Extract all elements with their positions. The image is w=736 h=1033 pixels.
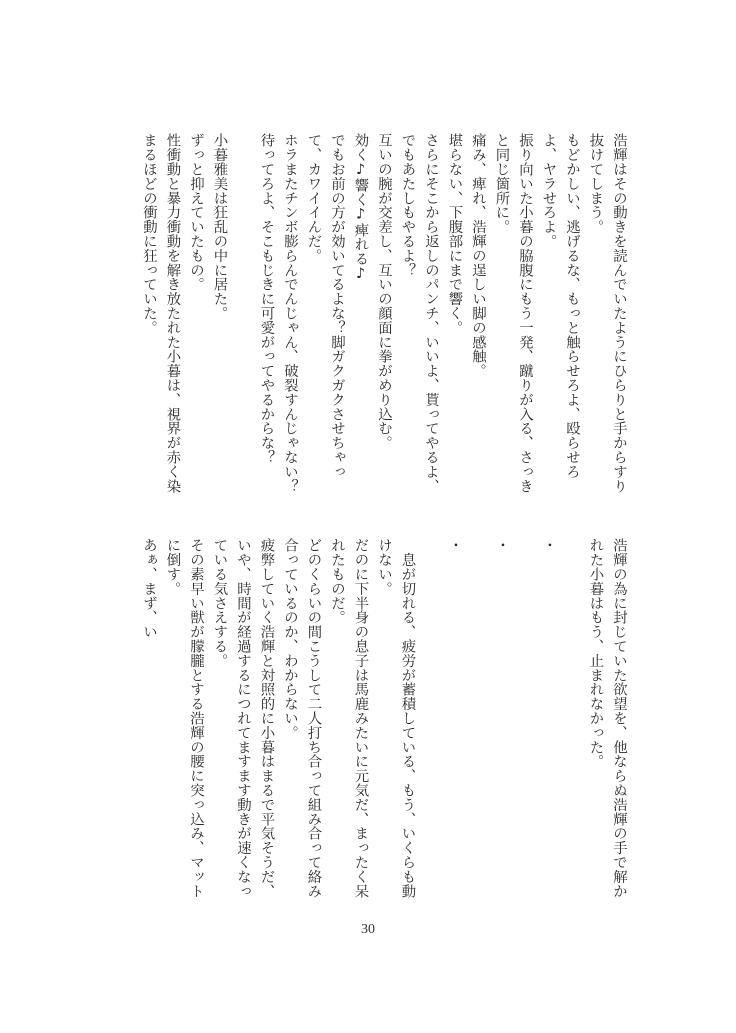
- text-line: まるほどの衝動に狂っていた。: [141, 133, 157, 335]
- text-line: [231, 133, 255, 513]
- text-line: 堪らない、下腹部にまで響く。: [446, 133, 463, 335]
- text-line: 合っているのか、わからない。: [282, 538, 298, 740]
- text-line: 待ってろよ、そこもじきに可愛がってやるからな？: [258, 133, 275, 465]
- text-line: 浩輝の為に封じていた欲望を、他ならぬ浩輝の手で解か: [611, 538, 627, 898]
- text-line: れたものだ。: [329, 538, 345, 625]
- text-line: いや、時間が経過するにつれてますます動きが速くなっ: [235, 538, 251, 898]
- text-block-bottom: [136, 538, 630, 918]
- text-line: ・: [446, 538, 463, 553]
- text-line: 疲弊していく浩輝と対照的に小暮はまるで平気そうだ、: [258, 538, 275, 898]
- text-line: あぁ、まず、い: [141, 538, 157, 639]
- text-line: でもお前の方が効いてるよな？脚ガクガクさせちゃっ: [329, 133, 345, 479]
- text-line: 効く♪響く♪痺れる♪: [352, 133, 369, 282]
- text-line: ずっと抑えていたもの。: [188, 133, 204, 292]
- text-line: よ、ヤラせろよ。: [540, 133, 557, 249]
- text-line: [560, 538, 584, 918]
- text-line: 振り向いた小暮の脇腹にもう一発、蹴りが入る、さっき: [517, 133, 533, 493]
- text-line: 性衝動と暴力衝動を解き放たれた小暮は、視界が赤く染: [164, 133, 181, 493]
- text-line: でもあたしもやるよ？: [399, 133, 416, 277]
- text-line: さらにそこから返しのパンチ、いいよ、貰ってやるよ、: [423, 133, 439, 493]
- text-line: [466, 538, 490, 918]
- text-line: ホラまたチンボ膨らんでんじゃん、破裂すんじゃない？: [282, 133, 298, 493]
- text-line: と同じ箇所に。: [493, 133, 510, 234]
- text-line: 小暮雅美は狂乱の中に居た。: [211, 133, 228, 321]
- text-line: ている気さえする。: [211, 538, 228, 668]
- text-line: て、カワイイんだ。: [305, 133, 322, 263]
- text-line: けない。: [376, 538, 392, 596]
- text-line: [513, 538, 537, 918]
- text-line: 浩輝はその動きを読んでいたようにひらりと手からすり: [611, 133, 627, 493]
- text-line: どのくらいの間こうして二人打ち合って組み合って絡み: [305, 538, 322, 898]
- text-line: だのに下半身の息子は馬鹿みたいに元気だ、まったく呆: [352, 538, 369, 898]
- text-block-top: [136, 133, 630, 513]
- text-line: ・: [493, 538, 510, 553]
- text-line: に倒す。: [164, 538, 181, 596]
- text-line: もどかしい、逃げるな、もっと触らせろよ、殴らせろ: [564, 133, 580, 479]
- text-line: 抜けてしまう。: [587, 133, 604, 234]
- text-line: 互いの腕が交差し、互いの顔面に拳がめり込む。: [376, 133, 392, 450]
- text-line: ・: [540, 538, 557, 553]
- text-line: れた小暮はもう、止まれなかった。: [587, 538, 604, 769]
- text-line: その素早い獣が朦朧とする浩輝の腰に突っ込み、マット: [188, 538, 204, 898]
- text-line: 痛み、痺れ、浩輝の逞しい脚の感触。: [470, 133, 486, 378]
- text-line: 息が切れる、疲労が蓄積している、もう、いくらも動: [399, 538, 416, 898]
- text-line: [419, 538, 443, 918]
- page-number: 30: [361, 922, 375, 937]
